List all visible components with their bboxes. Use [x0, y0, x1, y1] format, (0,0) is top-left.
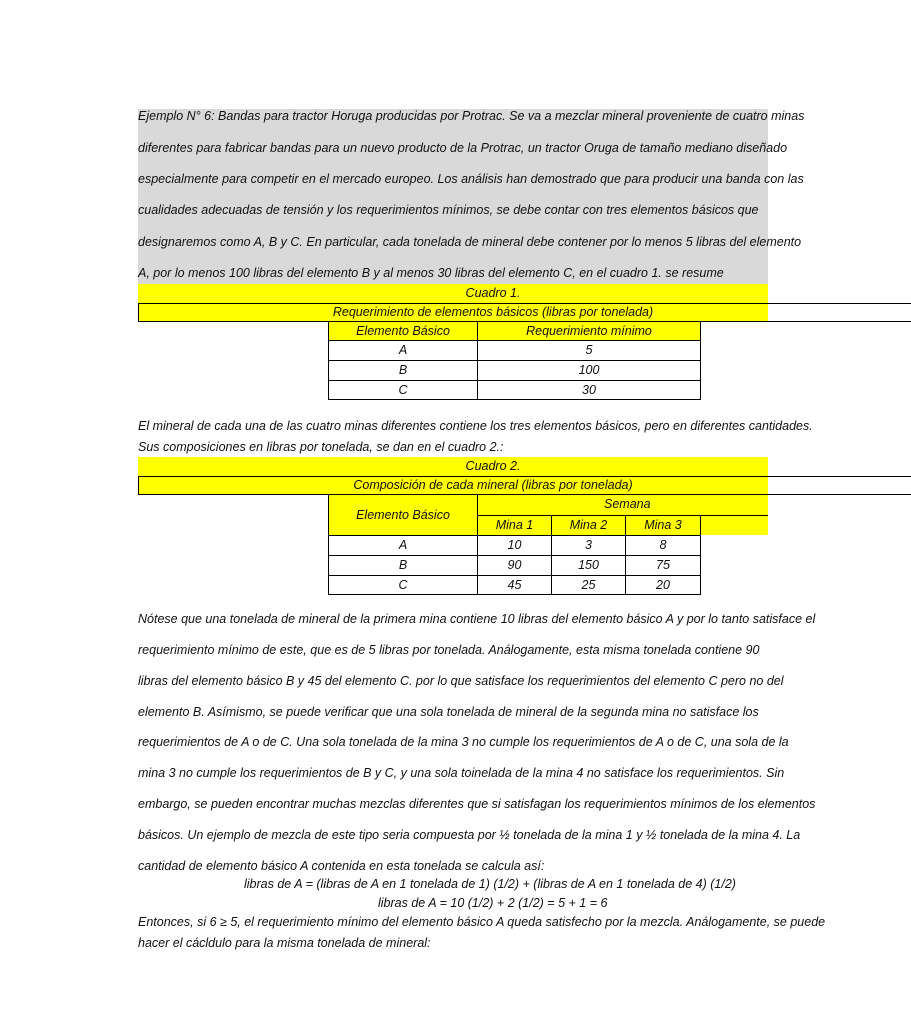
table1-cell: C [328, 380, 478, 400]
intro-line: Ejemplo N° 6: Bandas para tractor Horuga producidas por Protrac. Se va a mezclar mineral proveniente de cuatro minas [138, 109, 805, 123]
table1-cell: 5 [477, 340, 701, 361]
table1-cell: 30 [477, 380, 701, 400]
intro-line: A, por lo menos 100 libras del elemento B y al menos 30 libras del elemento C, en el cuadro 1. se resume [138, 266, 724, 280]
body-text-line: embargo, se pueden encontrar muchas mezclas diferentes que si satisfagan los requerimientos mínimos de los elementos [138, 797, 816, 811]
mid-text-line: Sus composiciones en libras por tonelada, se dan en el cuadro 2.: [138, 440, 504, 454]
table2-cell: 90 [477, 555, 552, 576]
table2-header-group: Semana [477, 494, 768, 516]
table1-cell: 100 [477, 360, 701, 381]
intro-line: especialmente para competir en el mercado europeo. Los análisis han demostrado que para producir una banda con las [138, 172, 804, 186]
body-text-line: básicos. Un ejemplo de mezcla de este tipo seria compuesta por ½ tonelada de la mina 1 y ½ tonelada de la mina 4. La [138, 828, 801, 842]
formula-line-2: libras de A = 10 (1/2) + 2 (1/2) = 5 + 1 = 6 [378, 896, 608, 910]
table1-cell: B [328, 360, 478, 381]
intro-paragraph-background [138, 109, 805, 284]
table2-caption: Cuadro 2. [465, 459, 521, 473]
body-text-line: libras del elemento básico B y 45 del elemento C. por lo que satisface los requerimientos del elemento C pero no del [138, 674, 784, 688]
formula-line-1: libras de A = (libras de A en 1 tonelada de 1) (1/2) + (libras de A en 1 tonelada de 4) (1/2) [244, 877, 736, 891]
table1-header-element: Elemento Básico [328, 321, 478, 341]
table2-subtitle: Composición de cada mineral (libras por tonelada) [353, 478, 633, 492]
table1-subtitle: Requerimiento de elementos básicos (libras por tonelada) [332, 305, 654, 319]
table2-header-element: Elemento Básico [328, 494, 478, 536]
table2-header-mina: Mina 1 [477, 515, 552, 536]
table2-cell: 10 [477, 535, 552, 556]
table2-header-mina: Mina 3 [625, 515, 701, 536]
table2-cell: 3 [551, 535, 626, 556]
mid-text-line: El mineral de cada una de las cuatro minas diferentes contiene los tres elementos básicos, pero en diferentes cantidades. [138, 419, 813, 433]
table2-cell: 45 [477, 575, 552, 595]
intro-line: designaremos como A, B y C. En particular, cada tonelada de mineral debe contener por lo menos 5 libras del elemento [138, 235, 802, 249]
body-text-line: elemento B. Asímismo, se puede verificar que una sola tonelada de mineral de la segunda mina no satisface los [138, 705, 759, 719]
final-text-line: Entonces, si 6 ≥ 5, el requerimiento mínimo del elemento básico A queda satisfecho por la mezcla. Análogamente, se puede [138, 915, 826, 929]
table2-header-mina: Mina 2 [551, 515, 626, 536]
table2-cell: 25 [551, 575, 626, 595]
body-text-line: requerimiento mínimo de este, que es de 5 libras por tonelada. Análogamente, esta misma tonelada contiene 90 [138, 643, 760, 657]
table2-cell: 8 [625, 535, 701, 556]
table2-cell: 20 [625, 575, 701, 595]
table1-header-requirement: Requerimiento mínimo [477, 321, 701, 341]
table2-cell: 150 [551, 555, 626, 576]
body-text-line: cantidad de elemento básico A contenida en esta tonelada se calcula así: [138, 859, 545, 873]
table1-caption: Cuadro 1. [465, 286, 521, 300]
table2-cell: B [328, 555, 478, 576]
body-text-line: requerimientos de A o de C. Una sola tonelada de la mina 3 no cumple los requerimientos de A o de C, una sola de la [138, 735, 789, 749]
final-text-line: hacer el cácldulo para la misma tonelada de mineral: [138, 936, 431, 950]
body-text-line: Nótese que una tonelada de mineral de la primera mina contiene 10 libras del elemento básico A y por lo tanto satisface el [138, 612, 816, 626]
body-text-line: mina 3 no cumple los requerimientos de B y C, y una sola toinelada de la mina 4 no satisface los requerimientos. Sin [138, 766, 785, 780]
table1-cell: A [328, 340, 478, 361]
intro-line: diferentes para fabricar bandas para un nuevo producto de la Protrac, un tractor Oruga de tamaño mediano diseñado [138, 141, 788, 155]
table2-cell: A [328, 535, 478, 556]
table2-cell: 75 [625, 555, 701, 576]
table2-cell: C [328, 575, 478, 595]
intro-line: cualidades adecuadas de tensión y los requerimientos mínimos, se debe contar con tres elementos básicos que [138, 203, 759, 217]
